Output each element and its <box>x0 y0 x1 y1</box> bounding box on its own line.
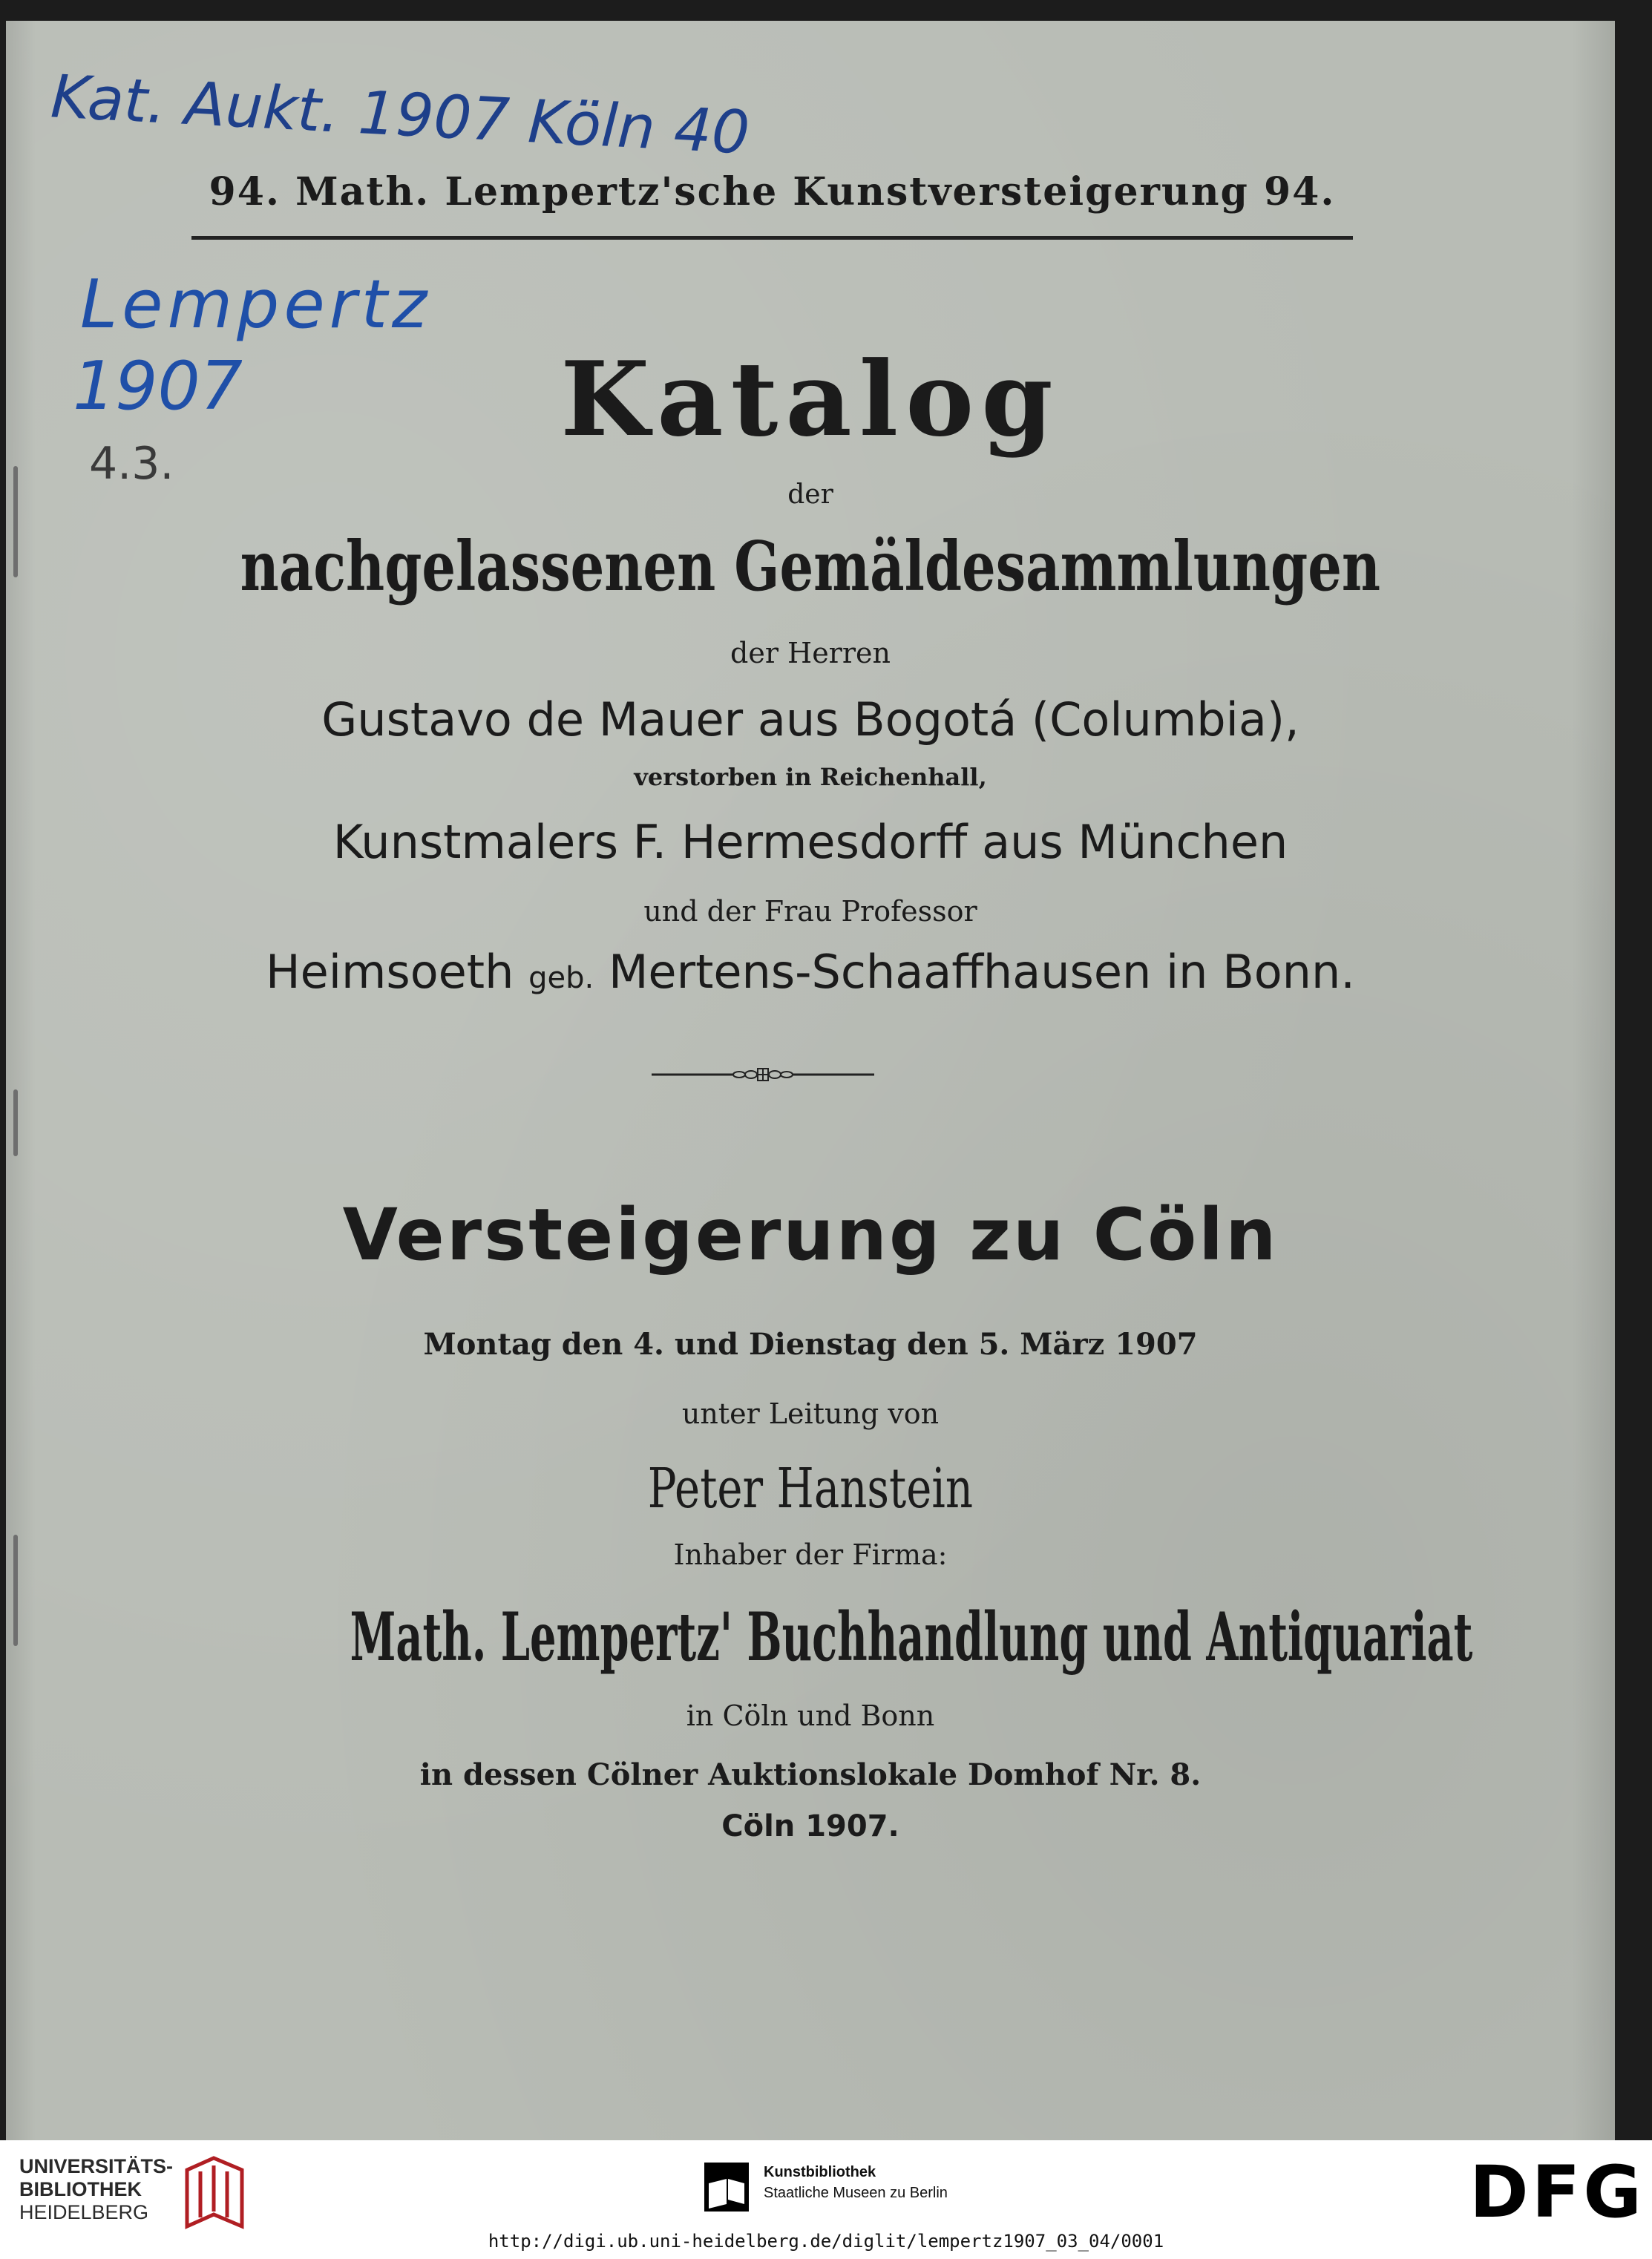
title-connector: der <box>787 479 833 510</box>
auction-heading: Versteigerung zu Cöln <box>342 1193 1279 1276</box>
imprint: Cöln 1907. <box>721 1809 899 1843</box>
firm-name-text: Math. Lempertz' Buchhandlung und Antiquariat <box>350 1598 1473 1676</box>
kunstbibliothek-logo[interactable] <box>701 2161 983 2220</box>
auctioneer-name-text: Peter Hanstein <box>647 1457 974 1521</box>
kunstbibliothek-icon <box>701 2161 753 2213</box>
ub-line-3: HEIDELBERG <box>19 2201 149 2223</box>
catalog-title-page <box>6 21 1615 2140</box>
ornament-divider-icon <box>652 1060 874 1089</box>
heidelberg-library-logo[interactable] <box>19 2155 242 2229</box>
heidelberg-library-wordmark <box>19 2155 175 2224</box>
auction-direction: unter Leitung von <box>681 1397 940 1430</box>
geb-abbreviation: geb. <box>528 961 594 995</box>
handwritten-year-mark: 1907 <box>73 347 243 425</box>
firm-name <box>6 1598 1615 1676</box>
lady-line: und der Frau Professor <box>643 895 977 928</box>
auction-dates: Montag den 4. und Dienstag den 5. März 1907 <box>423 1327 1198 1362</box>
digitization-footer <box>0 2140 1652 2259</box>
auctioneer-name <box>6 1457 1615 1521</box>
catalog-title: Katalog <box>560 338 1061 459</box>
handwritten-name-mark: Lempertz <box>80 266 432 344</box>
collection-subject-text: nachgelassenen Gemäldesammlungen <box>240 526 1381 606</box>
ub-line-2: BIBLIOTHEK <box>19 2178 142 2200</box>
ub-line-1: UNIVERSITÄTS- <box>19 2155 174 2177</box>
staple-mark <box>13 1089 18 1156</box>
series-heading: 94. Math. Lempertz'sche Kunstversteigerung 94. <box>209 169 1336 214</box>
dfg-logo[interactable]: DFG <box>1469 2151 1645 2234</box>
collector-mauer-note: verstorben in Reichenhall, <box>634 763 987 791</box>
heimsoeth-family: Mertens-Schaaffhausen in Bonn. <box>608 945 1355 999</box>
heidelberg-library-icon <box>184 2155 245 2229</box>
gentlemen-line: der Herren <box>730 637 891 669</box>
handwritten-catalog-reference: Kat. Aukt. 1907 Köln 40 <box>49 62 752 168</box>
source-url-link[interactable]: http://digi.ub.uni-heidelberg.de/diglit/lempertz1907_03_04/0001 <box>488 2231 1164 2252</box>
kunstbibliothek-subtitle: Staatliche Museen zu Berlin <box>764 2185 948 2201</box>
auction-venue: in dessen Cölner Auktionslokale Domhof Nr. 8. <box>419 1757 1202 1792</box>
heimsoeth-name: Heimsoeth <box>266 945 514 999</box>
collector-mauer: Gustavo de Mauer aus Bogotá (Columbia), <box>321 692 1299 747</box>
collection-subject <box>6 525 1615 607</box>
kunstbibliothek-title: Kunstbibliothek <box>764 2164 876 2180</box>
pencil-shelf-mark: 4.3. <box>89 438 174 490</box>
firm-owner-line: Inhaber der Firma: <box>673 1538 948 1571</box>
collector-heimsoeth <box>6 945 1615 999</box>
header-rule <box>191 236 1353 240</box>
firm-location: in Cöln und Bonn <box>686 1699 935 1732</box>
collector-hermesdorff: Kunstmalers F. Hermesdorff aus München <box>332 815 1288 869</box>
